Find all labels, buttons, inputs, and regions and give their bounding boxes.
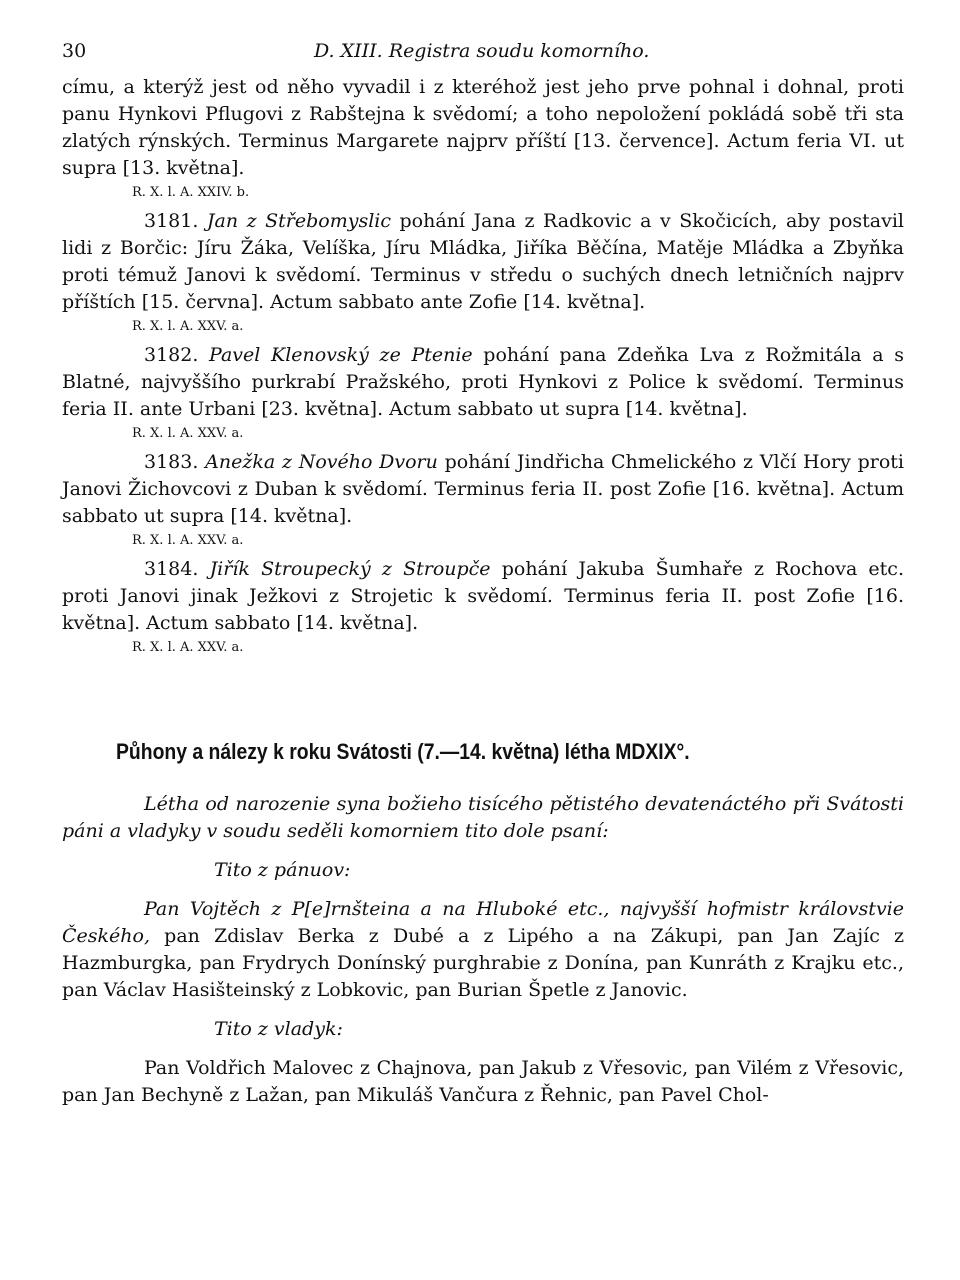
entry-text: pohání pana Zdeňka Lva z Rožmitála a s Blatné, najvyššího purkrabí Pražského, proti Hynkovi z Police k svědomí. Terminus feria II. ante Urbani [23. května]. Actum sabbato ut supra [14. května].: [62, 344, 904, 420]
continuation-paragraph: címu, a kterýž jest od něho vyvadil i z kteréhož jest jeho prve pohnal i dohnal, proti panu Hynkovi Pflugovi z Rabštejna k svědomí; a toho nepoložení pokládá sobě tři sta zlatých rýnských. Terminus Margarete najprv příští [13. července]. Actum feria VI. ut supra [13. května].: [62, 76, 904, 179]
entry-number: 3183.: [144, 451, 199, 473]
lords-rest: pan Zdislav Berka z Dubé a z Lipého a na Zákupi, pan Jan Zajíc z Hazmburgka, pan Frydrych Donínský purghrabie z Donína, pan Kunráth z Krajku etc., pan Václav Hasišteinský z Lobkovic, pan Burian Špetle z Janovic.: [62, 925, 904, 1001]
section-title: Půhony a nálezy k roku Svátosti (7.—14. května) létha MDXIX°.: [116, 739, 690, 764]
page-number: 30: [62, 40, 87, 62]
entry-3182: [62, 342, 904, 423]
knights-list: Pan Voldřich Malovec z Chajnova, pan Jakub z Vřesovic, pan Vilém z Vřesovic, pan Jan Bechyně z Lažan, pan Mikuláš Vančura z Řehnic, pan Pavel Chol-: [62, 1057, 904, 1106]
lords-lead: Pan Vojtěch z P[e]rnšteina a na Hluboké etc., najvyšší hofmistr královstvie Českého,: [62, 898, 904, 947]
archive-signature: R. X. l. A. XXIV. b.: [132, 185, 250, 200]
entry-party: Pavel Klenovský ze Ptenie: [209, 344, 473, 366]
entry-text: pohání Jakuba Šumhaře z Rochova etc. proti Janovi jinak Ježkovi z Strojetic k svědomí. Terminus feria II. post Zofie [16. května]. Actum sabbato [14. května].: [62, 558, 904, 634]
archive-signature: R. X. l. A. XXV. a.: [132, 319, 244, 334]
entry-3183: [62, 449, 904, 530]
page-header: [62, 40, 904, 74]
session-intro: Létha od narozenie syna božieho tisícého pětistého devatenáctého při Svátosti páni a vladyky v soudu seděli komorniem tito dole psaní:: [62, 793, 904, 842]
running-title: D. XIII. Registra soudu komorního.: [314, 40, 650, 62]
entry-party: Anežka z Nového Dvoru: [205, 451, 438, 473]
knights-heading: Tito z vladyk:: [214, 1018, 343, 1040]
entry-party: Jan z Střebomyslic: [206, 210, 391, 232]
entry-party: Jiřík Stroupecký z Stroupče: [209, 558, 491, 580]
entry-text: pohání Jana z Radkovic a v Skočicích, aby postavil lidi z Borčic: Jíru Žáka, Velíška, Jíru Mládka, Jiříka Běčína, Matěje Mládka a Zbyňka proti témuž Janovi k svědomí. Terminus v středu o suchých dnech letničních najprv příštích [15. června]. Actum sabbato ante Zofie [14. května].: [62, 210, 904, 313]
archive-signature: R. X. l. A. XXV. a.: [132, 640, 244, 655]
entry-3184: [62, 556, 904, 637]
entry-3181: [62, 208, 904, 316]
document-page: [62, 40, 904, 1109]
entry-number: 3181.: [144, 210, 199, 232]
lords-heading: Tito z pánuov:: [214, 859, 351, 881]
entry-number: 3182.: [144, 344, 199, 366]
entry-number: 3184.: [144, 558, 199, 580]
section-spacer: [62, 663, 904, 737]
entry-text: pohání Jindřicha Chmelického z Vlčí Hory proti Janovi Žichovcovi z Duban k svědomí. Terminus feria II. post Zofie [16. května]. Actum sabbato ut supra [14. května].: [62, 451, 904, 527]
archive-signature: R. X. l. A. XXV. a.: [132, 426, 244, 441]
archive-signature: R. X. l. A. XXV. a.: [132, 533, 244, 548]
lords-list: [62, 896, 904, 1004]
